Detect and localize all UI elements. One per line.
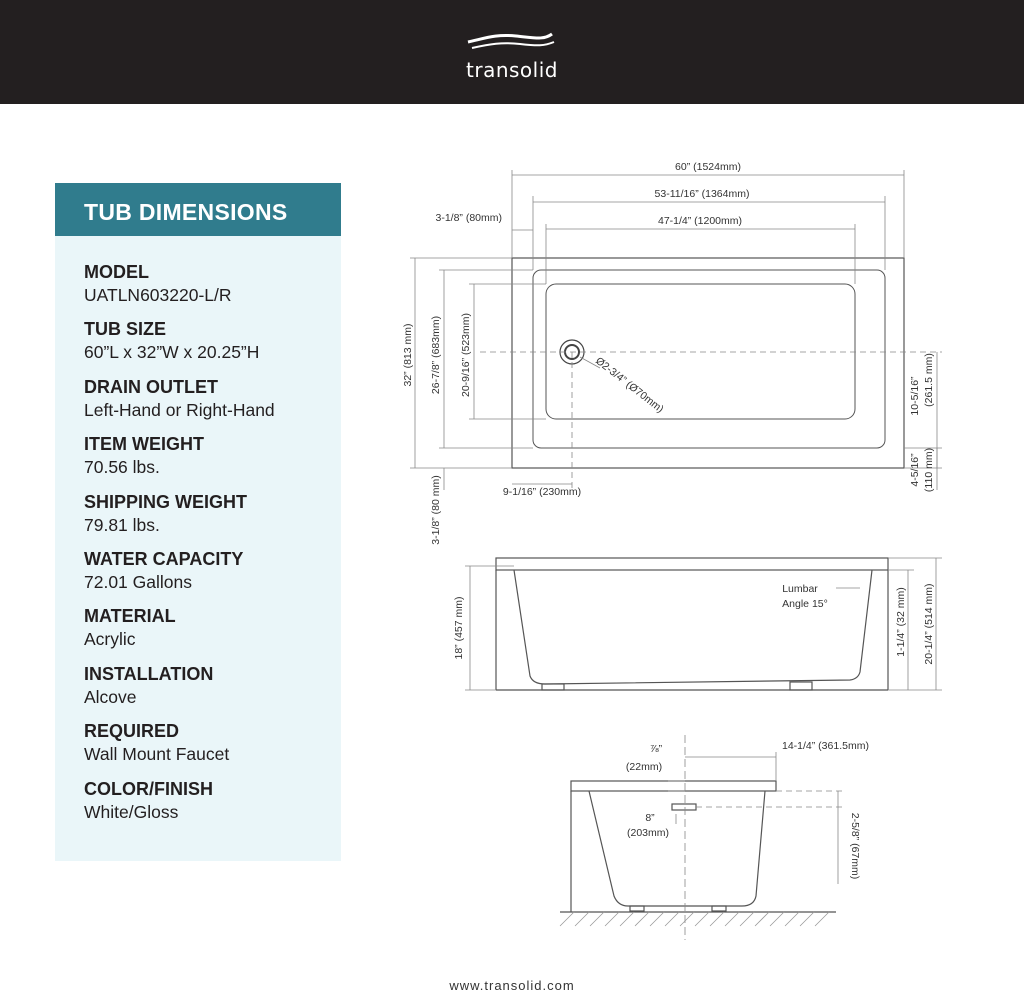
lumbar-label-line2: Angle 15° <box>782 598 828 610</box>
dim-bottom-offset: 3-1/8” (80 mm) <box>430 475 442 545</box>
spec-label: WATER CAPACITY <box>84 548 244 569</box>
lumbar-label-line1: Lumbar <box>782 583 818 595</box>
spec-value: 72.01 Gallons <box>84 571 192 592</box>
tub-outer-outline <box>512 258 904 468</box>
spec-value: 79.81 lbs. <box>84 514 160 535</box>
dim-front-offset-mm: (110 mm) <box>923 447 935 493</box>
overflow-drain <box>672 804 696 810</box>
dim-rim-length: 53-11/16” (1364mm) <box>654 188 750 200</box>
tub-basin-outline <box>546 284 855 419</box>
dim-rim-width: 26-7/8” (683mm) <box>430 315 442 395</box>
spec-value: Alcove <box>84 686 137 707</box>
dim-overflow: 8” <box>645 812 655 824</box>
spec-label: TUB SIZE <box>84 319 167 340</box>
spec-label: DRAIN OUTLET <box>84 376 218 397</box>
spec-label: COLOR/FINISH <box>84 778 213 799</box>
dim-drain-to-side: 10-5/16” <box>909 376 921 416</box>
dim-overflow-height: 2-5/8” (67mm) <box>849 812 861 880</box>
spec-value: 70.56 lbs. <box>84 457 160 478</box>
website-link[interactable]: www.transolid.com <box>449 978 575 993</box>
panel-title: TUB DIMENSIONS <box>84 199 288 225</box>
tub-rim-outline <box>533 270 885 448</box>
front-rim <box>496 558 888 570</box>
spec-label: MATERIAL <box>84 606 176 627</box>
front-foot-left <box>542 684 564 690</box>
spec-value: Wall Mount Faucet <box>84 744 230 765</box>
spec-label: INSTALLATION <box>84 663 214 684</box>
dim-rim-thickness: 1-1/4” (32 mm) <box>895 587 907 657</box>
front-foot-right <box>790 682 812 690</box>
dim-flange-mm: (22mm) <box>625 761 663 773</box>
dim-overall-width: 32” (813 mm) <box>402 323 414 387</box>
side-rim <box>571 781 776 791</box>
dim-drain-to-side-mm: (261.5 mm) <box>923 353 935 407</box>
spec-value: Acrylic <box>84 629 136 650</box>
dim-centerline-offset: 14-1/4” (361.5mm) <box>782 740 869 752</box>
dim-tub-depth: 18” (457 mm) <box>453 596 465 660</box>
spec-value: Left-Hand or Right-Hand <box>84 399 275 420</box>
dim-basin-length: 47-1/4” (1200mm) <box>657 215 743 227</box>
spec-label: ITEM WEIGHT <box>84 434 204 455</box>
spec-label: MODEL <box>84 262 149 282</box>
dim-overall-height: 20-1/4” (514 mm) <box>923 583 935 665</box>
spec-value: UATLN603220-L/R <box>84 285 232 305</box>
spec-label: REQUIRED <box>84 721 180 742</box>
front-basin-outline <box>514 570 872 684</box>
spec-value: 60”L x 32”W x 20.25”H <box>84 342 260 363</box>
dim-basin-width: 20-9/16” (523mm) <box>460 312 472 398</box>
side-foot-right <box>712 906 726 911</box>
dim-overflow-mm: (203mm) <box>626 827 670 839</box>
side-foot-left <box>630 906 644 911</box>
dim-drain-diameter: Ø2-3/4” (Ø70mm) <box>593 354 666 416</box>
brand-name: transolid <box>466 58 558 82</box>
ground-hatching <box>560 912 829 926</box>
spec-value: White/Gloss <box>84 801 179 822</box>
spec-label: SHIPPING WEIGHT <box>84 491 248 512</box>
side-basin-outline <box>589 791 765 906</box>
dim-left-offset: 3-1/8” (80mm) <box>435 212 502 224</box>
dim-overall-length: 60” (1524mm) <box>675 161 741 173</box>
dim-front-offset: 4-5/16” <box>909 453 921 487</box>
dim-flange: ⅞” <box>649 743 663 755</box>
dim-drain-offset: 9-1/16” (230mm) <box>502 486 582 498</box>
